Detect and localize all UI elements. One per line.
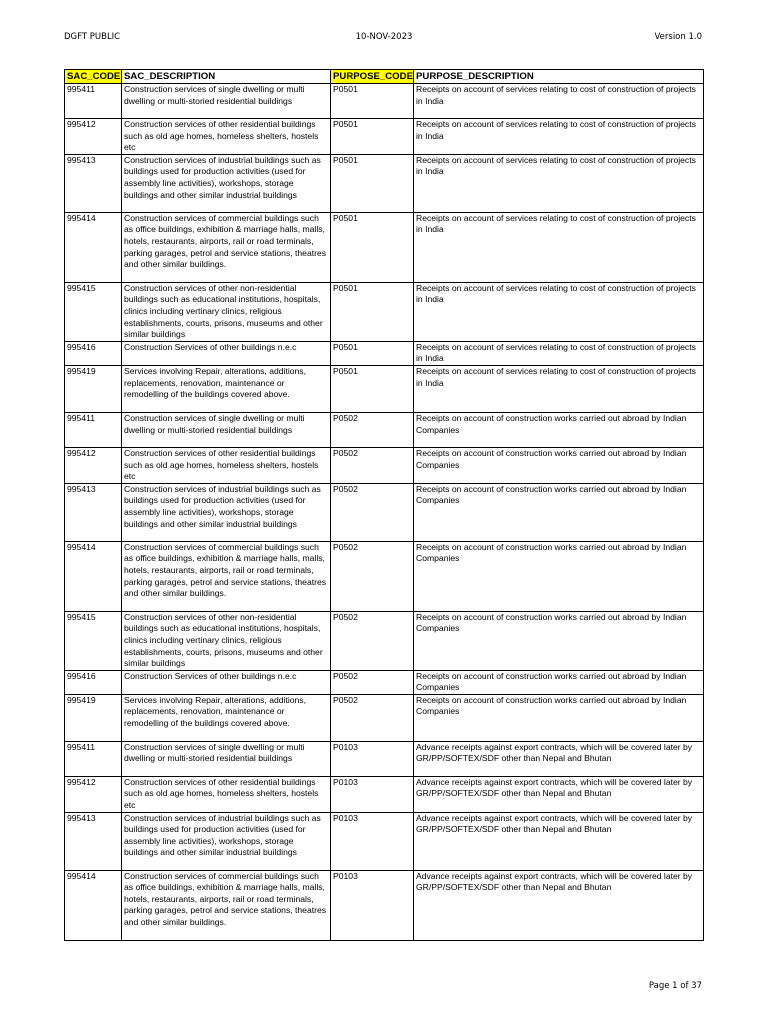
sac-code-cell: 995413 <box>65 812 122 870</box>
purpose-description-cell: Receipts on account of construction works carried out abroad by Indian Companies <box>414 611 704 670</box>
table-row <box>65 447 704 483</box>
table-row <box>65 212 704 282</box>
sac-description-cell: Construction services of industrial buildings such as buildings used for production activities (used for assembly line activities), workshops, storage buildings and other similar industrial buildings <box>122 154 331 212</box>
sac-code-cell: 995411 <box>65 84 122 119</box>
sac-code-cell: 995414 <box>65 541 122 611</box>
sac-code-cell: 995412 <box>65 776 122 812</box>
table-row <box>65 611 704 670</box>
table-row <box>65 154 704 212</box>
sac-description-cell: Construction Services of other buildings n.e.c <box>122 670 331 694</box>
sac-code-cell: 995414 <box>65 870 122 940</box>
purpose-code-cell: P0502 <box>331 412 414 447</box>
sac-description-cell: Construction services of commercial buildings such as office buildings, exhibition & marriage halls, malls, hotels, restaurants, airports, rail or road terminals, parking garages, petrol and service stations, theatres and other similar buildings. <box>122 212 331 282</box>
sac-description-cell: Services involving Repair, alterations, additions, replacements, renovation, maintenance or remodelling of the buildings covered above. <box>122 694 331 741</box>
sac-code-cell: 995419 <box>65 694 122 741</box>
sac-description-cell: Construction services of commercial buildings such as office buildings, exhibition & marriage halls, malls, hotels, restaurants, airports, rail or road terminals, parking garages, petrol and service stations, theatres and other similar buildings. <box>122 870 331 940</box>
purpose-description-cell: Receipts on account of services relating to cost of construction of projects in India <box>414 365 704 412</box>
purpose-description-cell: Receipts on account of construction works carried out abroad by Indian Companies <box>414 541 704 611</box>
table-row <box>65 282 704 341</box>
sac-code-cell: 995416 <box>65 670 122 694</box>
sac-code-cell: 995411 <box>65 741 122 776</box>
document-date: 10-NOV-2023 <box>355 32 413 42</box>
table-row <box>65 870 704 940</box>
page-header <box>64 31 704 43</box>
page-number: Page 1 of 37 <box>648 981 702 991</box>
sac-description-cell: Construction services of industrial buildings such as buildings used for production activities (used for assembly line activities), workshops, storage buildings and other similar industrial buildings <box>122 483 331 541</box>
sac-code-cell: 995411 <box>65 412 122 447</box>
sac-code-cell: 995413 <box>65 154 122 212</box>
classification-label: DGFT PUBLIC <box>64 32 121 42</box>
sac-code-cell: 995419 <box>65 365 122 412</box>
sac-description-cell: Construction services of other residential buildings such as old age homes, homeless shelters, hostels etc <box>122 447 331 483</box>
table-row <box>65 84 704 119</box>
purpose-description-cell: Receipts on account of construction works carried out abroad by Indian Companies <box>414 694 704 741</box>
purpose-code-cell: P0501 <box>331 365 414 412</box>
table-row <box>65 483 704 541</box>
table-row <box>65 341 704 365</box>
purpose-description-cell: Advance receipts against export contracts, which will be covered later by GR/PP/SOFTEX/SDF other than Nepal and Bhutan <box>414 812 704 870</box>
purpose-code-cell: P0502 <box>331 694 414 741</box>
purpose-description-cell: Receipts on account of services relating to cost of construction of projects in India <box>414 119 704 155</box>
purpose-description-cell: Receipts on account of services relating to cost of construction of projects in India <box>414 154 704 212</box>
version-label: Version 1.0 <box>654 32 702 42</box>
sac-code-cell: 995416 <box>65 341 122 365</box>
purpose-code-cell: P0502 <box>331 447 414 483</box>
purpose-code-cell: P0501 <box>331 84 414 119</box>
purpose-description-cell: Receipts on account of construction works carried out abroad by Indian Companies <box>414 483 704 541</box>
purpose-code-cell: P0103 <box>331 870 414 940</box>
purpose-description-cell: Receipts on account of services relating to cost of construction of projects in India <box>414 282 704 341</box>
sac-code-cell: 995415 <box>65 282 122 341</box>
purpose-description-cell: Receipts on account of services relating to cost of construction of projects in India <box>414 84 704 119</box>
purpose-description-cell: Receipts on account of construction works carried out abroad by Indian Companies <box>414 670 704 694</box>
table-row <box>65 741 704 776</box>
purpose-code-cell: P0501 <box>331 341 414 365</box>
purpose-code-cell: P0502 <box>331 670 414 694</box>
table-header-row <box>65 70 704 84</box>
sac-description-cell: Construction services of other non-residential buildings such as educational institutions, hospitals, clinics including vertinary clinics, religious establishments, courts, prisons, museums and other similar buildings <box>122 282 331 341</box>
sac-description-cell: Construction services of other residential buildings such as old age homes, homeless shelters, hostels etc <box>122 776 331 812</box>
purpose-description-cell: Advance receipts against export contracts, which will be covered later by GR/PP/SOFTEX/SDF other than Nepal and Bhutan <box>414 870 704 940</box>
purpose-description-cell: Receipts on account of services relating to cost of construction of projects in India <box>414 341 704 365</box>
col-header-purpose-code: PURPOSE_CODE <box>331 70 414 84</box>
purpose-code-cell: P0502 <box>331 541 414 611</box>
purpose-code-cell: P0502 <box>331 611 414 670</box>
table-row <box>65 541 704 611</box>
purpose-description-cell: Receipts on account of construction works carried out abroad by Indian Companies <box>414 412 704 447</box>
sac-description-cell: Services involving Repair, alterations, additions, replacements, renovation, maintenance or remodelling of the buildings covered above. <box>122 365 331 412</box>
purpose-code-cell: P0501 <box>331 212 414 282</box>
sac-description-cell: Construction services of commercial buildings such as office buildings, exhibition & marriage halls, malls, hotels, restaurants, airports, rail or road terminals, parking garages, petrol and service stations, theatres and other similar buildings. <box>122 541 331 611</box>
purpose-code-cell: P0501 <box>331 154 414 212</box>
table-row <box>65 365 704 412</box>
table-row <box>65 670 704 694</box>
purpose-description-cell: Receipts on account of construction works carried out abroad by Indian Companies <box>414 447 704 483</box>
purpose-code-cell: P0103 <box>331 776 414 812</box>
table-row <box>65 412 704 447</box>
sac-description-cell: Construction Services of other buildings n.e.c <box>122 341 331 365</box>
sac-description-cell: Construction services of single dwelling or multi dwelling or multi-storied residential buildings <box>122 84 331 119</box>
sac-code-cell: 995413 <box>65 483 122 541</box>
col-header-sac-description: SAC_DESCRIPTION <box>122 70 331 84</box>
col-header-sac-code: SAC_CODE <box>65 70 122 84</box>
sac-code-cell: 995412 <box>65 447 122 483</box>
col-header-purpose-description: PURPOSE_DESCRIPTION <box>414 70 704 84</box>
purpose-code-cell: P0501 <box>331 119 414 155</box>
table-row <box>65 119 704 155</box>
table-row <box>65 812 704 870</box>
purpose-code-cell: P0501 <box>331 282 414 341</box>
sac-description-cell: Construction services of industrial buildings such as buildings used for production activities (used for assembly line activities), workshops, storage buildings and other similar industrial buildings <box>122 812 331 870</box>
sac-description-cell: Construction services of single dwelling or multi dwelling or multi-storied residential buildings <box>122 412 331 447</box>
purpose-description-cell: Receipts on account of services relating to cost of construction of projects in India <box>414 212 704 282</box>
table-row <box>65 776 704 812</box>
sac-description-cell: Construction services of single dwelling or multi dwelling or multi-storied residential buildings <box>122 741 331 776</box>
sac-code-cell: 995414 <box>65 212 122 282</box>
sac-code-cell: 995415 <box>65 611 122 670</box>
sac-purpose-table <box>64 69 704 941</box>
purpose-description-cell: Advance receipts against export contracts, which will be covered later by GR/PP/SOFTEX/SDF other than Nepal and Bhutan <box>414 741 704 776</box>
sac-description-cell: Construction services of other residential buildings such as old age homes, homeless shelters, hostels etc <box>122 119 331 155</box>
purpose-description-cell: Advance receipts against export contracts, which will be covered later by GR/PP/SOFTEX/SDF other than Nepal and Bhutan <box>414 776 704 812</box>
sac-code-cell: 995412 <box>65 119 122 155</box>
purpose-code-cell: P0502 <box>331 483 414 541</box>
purpose-code-cell: P0103 <box>331 812 414 870</box>
purpose-code-cell: P0103 <box>331 741 414 776</box>
sac-description-cell: Construction services of other non-residential buildings such as educational institutions, hospitals, clinics including vertinary clinics, religious establishments, courts, prisons, museums and other similar buildings <box>122 611 331 670</box>
table-row <box>65 694 704 741</box>
